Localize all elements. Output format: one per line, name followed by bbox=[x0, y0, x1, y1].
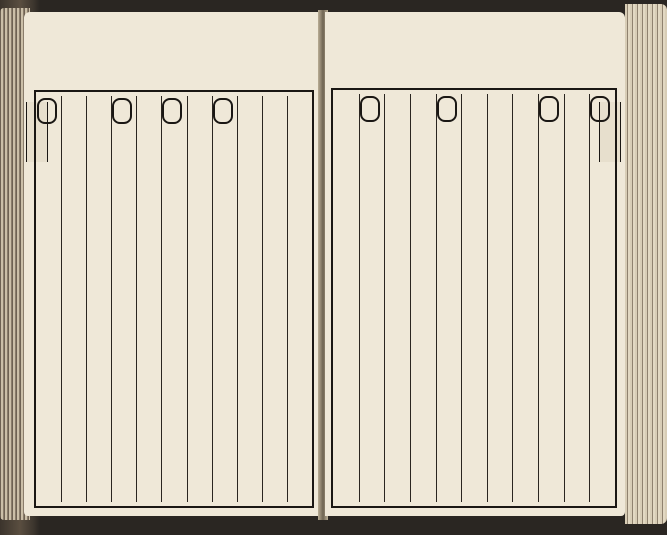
left-page bbox=[24, 12, 322, 516]
left-page-column-rule bbox=[237, 96, 263, 502]
right-page-column-rule bbox=[436, 94, 463, 502]
right-page-section-marker bbox=[590, 96, 610, 122]
left-page-column-rule bbox=[86, 96, 112, 502]
left-page-column-rule bbox=[61, 96, 87, 502]
right-page-column-rule bbox=[333, 94, 360, 502]
right-page bbox=[325, 12, 625, 516]
right-page-column-rule bbox=[410, 94, 437, 502]
left-page-column-rule bbox=[161, 96, 187, 502]
right-page-column-rule bbox=[359, 94, 386, 502]
left-page-column-rule bbox=[262, 96, 288, 502]
left-page-section-marker bbox=[112, 98, 132, 124]
left-page-frame bbox=[34, 90, 314, 508]
left-page-column-rule bbox=[36, 96, 62, 502]
left-page-column-rule bbox=[111, 96, 137, 502]
right-page-column-rule bbox=[564, 94, 591, 502]
left-page-section-marker bbox=[213, 98, 233, 124]
right-page-column-rule bbox=[487, 94, 514, 502]
book-edge-right bbox=[625, 4, 667, 524]
right-page-column-rule bbox=[384, 94, 411, 502]
right-page-section-marker bbox=[360, 96, 380, 122]
right-page-frame bbox=[331, 88, 617, 508]
right-page-column-rule bbox=[461, 94, 488, 502]
left-page-section-marker bbox=[37, 98, 57, 124]
right-page-section-marker bbox=[437, 96, 457, 122]
left-page-column-rule bbox=[212, 96, 238, 502]
left-page-column-rule bbox=[187, 96, 213, 502]
left-page-section-marker bbox=[162, 98, 182, 124]
right-page-column-rule bbox=[512, 94, 539, 502]
left-page-column-rule bbox=[136, 96, 162, 502]
right-page-section-marker bbox=[539, 96, 559, 122]
right-page-column-rule bbox=[538, 94, 565, 502]
